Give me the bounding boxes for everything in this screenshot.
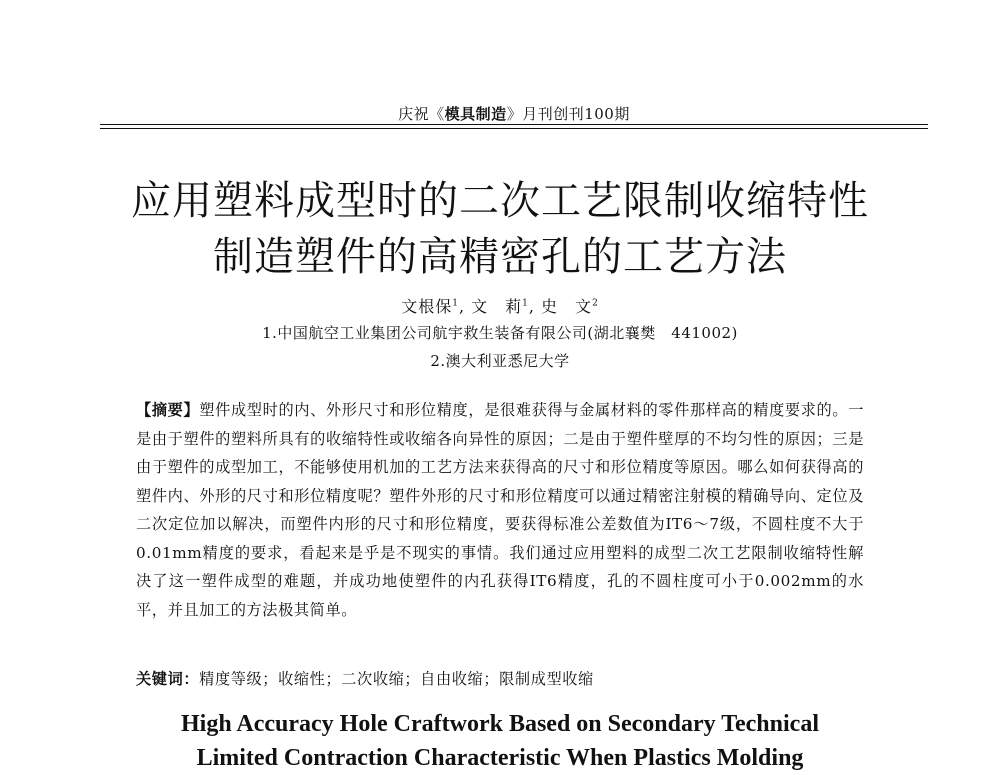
- author-affiliation-mark: 1: [522, 298, 529, 309]
- paper-title-line-1: 应用塑料成型时的二次工艺限制收缩特性: [131, 178, 869, 224]
- header-suffix: 》月刊创刊100期: [506, 105, 630, 123]
- author-name: 文根保: [401, 297, 453, 316]
- affiliation-1: 1.中国航空工业集团公司航宇救生装备有限公司(湖北襄樊 441002): [262, 324, 738, 342]
- english-title-line-2: Limited Contraction Characteristic When Plastics Molding: [196, 745, 804, 771]
- header-rule-thin: [100, 128, 928, 129]
- author-affiliation-mark: 1: [452, 298, 459, 309]
- abstract-text: 塑件成型时的内、外形尺寸和形位精度，是很难获得与金属材料的零件那样高的精度要求的。一是由于塑件的塑料所具有的收缩特性或收缩各向异性的原因；二是由于塑件壁厚的不均匀性的原因；三是由于塑件的成型加工，不能够使用机加的工艺方法来获得高的尺寸和形位精度等原因。哪么如何获得高的塑件内、外形的尺寸和形位精度呢？塑件外形的尺寸和形位精度可以通过精密注射模的精确导向、定位及二次定位加以解决，而塑件内形的尺寸和形位精度，要获得标准公差数值为IT6～7级，不圆柱度不大于0.01mm精度的要求，看起来是乎是不现实的事情。我们通过应用塑料的成型二次工艺限制收缩特性解决了这一塑件成型的难题，并成功地使塑件的内孔获得IT6精度，孔的不圆柱度可小于0.002mm的水平，并且加工的方法极其简单。: [136, 401, 864, 619]
- english-title-line-1: High Accuracy Hole Craftwork Based on Secondary Technical: [181, 711, 819, 737]
- author-name: 文 莉: [471, 297, 523, 316]
- abstract: [136, 396, 864, 624]
- journal-header: [100, 103, 928, 124]
- keywords-label: 关键词：: [136, 670, 200, 688]
- journal-name: 模具制造: [444, 105, 507, 123]
- keywords: [136, 668, 864, 689]
- paper-title-line-2: 制造塑件的高精密孔的工艺方法: [213, 234, 787, 280]
- affiliation-2: 2.澳大利亚悉尼大学: [430, 352, 570, 370]
- keywords-text: 精度等级；收缩性；二次收缩；自由收缩；限制成型收缩: [199, 670, 594, 688]
- author-affiliation-mark: 2: [592, 298, 599, 309]
- author-name: 史 文: [541, 297, 593, 316]
- author-list: 文根保$^1$, 文 莉$^1$, 史 文$^2$: [401, 297, 599, 316]
- header-rule-thick: [100, 124, 928, 125]
- header-prefix: 庆祝《: [398, 105, 445, 123]
- abstract-label: 【摘要】: [136, 401, 200, 419]
